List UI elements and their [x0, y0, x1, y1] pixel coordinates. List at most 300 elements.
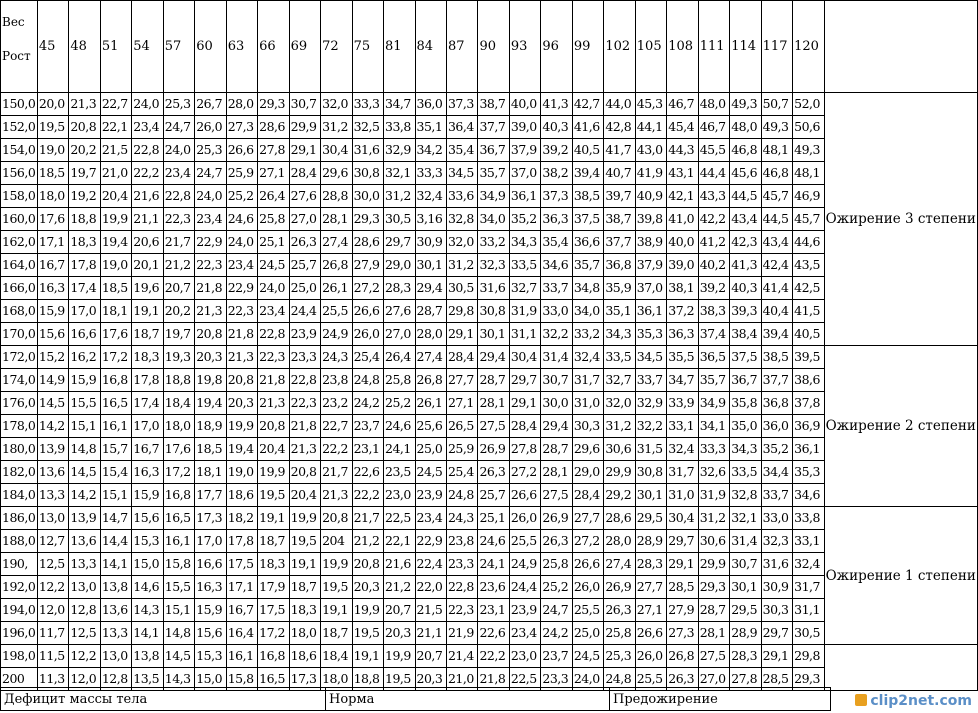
bmi-cell: 41,5: [793, 300, 824, 323]
bmi-cell: 15,9: [37, 300, 68, 323]
bmi-cell: 21,7: [352, 507, 383, 530]
bmi-cell: 32,7: [604, 369, 635, 392]
bmi-cell: 28,4: [446, 346, 477, 369]
bmi-cell: 40,5: [572, 139, 603, 162]
bmi-cell: 12,2: [69, 645, 100, 668]
bmi-cell: 23,4: [226, 254, 257, 277]
bmi-cell: 19,2: [69, 185, 100, 208]
bmi-cell: 33,2: [478, 231, 509, 254]
height-cell: 150,0: [1, 93, 38, 116]
height-cell: 160,0: [1, 208, 38, 231]
bmi-cell: 25,2: [226, 185, 257, 208]
bmi-cell: 13,0: [37, 507, 68, 530]
bmi-cell: 18,8: [163, 369, 194, 392]
bmi-cell: 28,6: [604, 507, 635, 530]
bmi-cell: 27,1: [258, 162, 289, 185]
bmi-cell: 23,0: [384, 484, 415, 507]
bmi-cell: 31,4: [541, 346, 572, 369]
bmi-cell: 24,6: [226, 208, 257, 231]
bmi-cell: 15,4: [100, 461, 131, 484]
bmi-cell: 26,8: [667, 645, 698, 668]
bmi-cell: 31,2: [604, 415, 635, 438]
bmi-cell: 13,0: [100, 645, 131, 668]
bmi-cell: 18,1: [100, 300, 131, 323]
bmi-cell: 25,8: [384, 369, 415, 392]
bmi-cell: 24,8: [446, 484, 477, 507]
height-header: Рост: [2, 49, 31, 63]
bmi-cell: 44,0: [604, 93, 635, 116]
bmi-cell: 22,6: [478, 622, 509, 645]
bmi-cell: 37,0: [509, 162, 540, 185]
bmi-cell: 18,0: [321, 668, 352, 691]
bmi-cell: 22,7: [321, 415, 352, 438]
bmi-cell: 16,2: [69, 346, 100, 369]
bmi-cell: 32,8: [446, 208, 477, 231]
bmi-cell: 21,0: [446, 668, 477, 691]
bmi-cell: 19,0: [226, 461, 257, 484]
legend-preobesity: Предожирение: [610, 688, 831, 711]
bmi-cell: 29,8: [446, 300, 477, 323]
bmi-cell: 19,1: [289, 553, 320, 576]
bmi-cell: 13,8: [100, 576, 131, 599]
bmi-cell: 34,6: [541, 254, 572, 277]
bmi-cell: 22,5: [509, 668, 540, 691]
bmi-cell: 41,9: [635, 162, 666, 185]
bmi-cell: 15,6: [195, 622, 226, 645]
bmi-cell: 29,1: [446, 323, 477, 346]
bmi-cell: 20,3: [226, 392, 257, 415]
bmi-cell: 28,9: [730, 622, 761, 645]
bmi-cell: 39,5: [793, 346, 824, 369]
bmi-cell: 32,2: [635, 415, 666, 438]
bmi-cell: 27,8: [730, 668, 761, 691]
bmi-cell: 40,7: [604, 162, 635, 185]
bmi-cell: 13,3: [100, 622, 131, 645]
bmi-cell: 25,5: [321, 300, 352, 323]
bmi-cell: 16,7: [132, 438, 163, 461]
bmi-cell: 28,7: [415, 300, 446, 323]
bmi-cell: 21,2: [163, 254, 194, 277]
bmi-cell: 14,2: [69, 484, 100, 507]
bmi-cell: 30,5: [446, 277, 477, 300]
bmi-cell: 50,7: [761, 93, 792, 116]
bmi-cell: 31,6: [478, 277, 509, 300]
bmi-cell: 204: [321, 530, 352, 553]
bmi-cell: 35,1: [604, 300, 635, 323]
bmi-cell: 13,0: [69, 576, 100, 599]
weight-col-header: 69: [289, 1, 320, 93]
bmi-cell: 27,1: [446, 392, 477, 415]
bmi-cell: 38,5: [761, 346, 792, 369]
bmi-cell: 33,3: [698, 438, 729, 461]
bmi-cell: 16,3: [195, 576, 226, 599]
bmi-cell: 22,3: [258, 346, 289, 369]
bmi-cell: 16,3: [37, 277, 68, 300]
bmi-cell: 38,9: [635, 231, 666, 254]
bmi-cell: 18,8: [352, 668, 383, 691]
bmi-cell: 24,1: [478, 553, 509, 576]
bmi-cell: 20,8: [69, 116, 100, 139]
bmi-cell: 17,0: [132, 415, 163, 438]
bmi-cell: 24,0: [258, 277, 289, 300]
bmi-cell: 22,8: [163, 185, 194, 208]
bmi-cell: 31,7: [572, 369, 603, 392]
bmi-cell: 19,9: [258, 461, 289, 484]
bmi-cell: 25,9: [446, 438, 477, 461]
bmi-cell: 27,1: [635, 599, 666, 622]
bmi-cell: 33,8: [384, 116, 415, 139]
bmi-cell: 25,5: [635, 668, 666, 691]
bmi-cell: 38,7: [478, 93, 509, 116]
height-cell: 152,0: [1, 116, 38, 139]
bmi-cell: 21,6: [132, 185, 163, 208]
bmi-cell: 40,0: [509, 93, 540, 116]
bmi-cell: 22,3: [226, 300, 257, 323]
bmi-cell: 29,9: [289, 116, 320, 139]
bmi-cell: 33,8: [793, 507, 824, 530]
bmi-cell: 27,5: [698, 645, 729, 668]
bmi-cell: 30,5: [384, 208, 415, 231]
bmi-cell: 36,7: [478, 139, 509, 162]
bmi-cell: 28,5: [667, 576, 698, 599]
bmi-cell: 20,7: [384, 599, 415, 622]
bmi-cell: 20,3: [352, 576, 383, 599]
height-cell: 168,0: [1, 300, 38, 323]
height-cell: 194,0: [1, 599, 38, 622]
bmi-cell: 26,3: [604, 599, 635, 622]
bmi-cell: 20,8: [321, 507, 352, 530]
bmi-cell: 3,16: [415, 208, 446, 231]
bmi-cell: 32,1: [730, 507, 761, 530]
bmi-cell: 25,9: [226, 162, 257, 185]
bmi-cell: 39,2: [541, 139, 572, 162]
bmi-cell: 37,2: [667, 300, 698, 323]
bmi-cell: 25,8: [604, 622, 635, 645]
bmi-cell: 29,0: [384, 254, 415, 277]
height-cell: 158,0: [1, 185, 38, 208]
weight-col-header: 93: [509, 1, 540, 93]
bmi-cell: 29,1: [761, 645, 792, 668]
bmi-cell: 13,9: [69, 507, 100, 530]
bmi-cell: 15,5: [69, 392, 100, 415]
bmi-cell: 17,8: [69, 254, 100, 277]
bmi-cell: 19,9: [289, 507, 320, 530]
bmi-cell: 36,3: [667, 323, 698, 346]
weight-col-header: 75: [352, 1, 383, 93]
bmi-cell: 37,9: [509, 139, 540, 162]
weight-col-header: 45: [37, 1, 68, 93]
weight-col-header: 72: [321, 1, 352, 93]
bmi-cell: 31,7: [667, 461, 698, 484]
bmi-cell: 25,5: [509, 530, 540, 553]
bmi-cell: 18,9: [195, 415, 226, 438]
bmi-cell: 31,2: [321, 116, 352, 139]
bmi-cell: 28,3: [635, 553, 666, 576]
bmi-cell: 34,4: [761, 461, 792, 484]
height-cell: 170,0: [1, 323, 38, 346]
bmi-cell: 28,1: [478, 392, 509, 415]
bmi-cell: 29,0: [572, 461, 603, 484]
bmi-cell: 28,3: [384, 277, 415, 300]
bmi-cell: 27,0: [698, 668, 729, 691]
bmi-cell: 40,9: [635, 185, 666, 208]
bmi-cell: 27,4: [321, 231, 352, 254]
bmi-cell: 17,6: [100, 323, 131, 346]
bmi-cell: 40,3: [541, 116, 572, 139]
bmi-cell: 17,7: [195, 484, 226, 507]
bmi-cell: 30,6: [698, 530, 729, 553]
bmi-cell: 27,2: [509, 461, 540, 484]
bmi-cell: 12,5: [37, 553, 68, 576]
bmi-cell: 27,0: [289, 208, 320, 231]
bmi-cell: 27,4: [604, 553, 635, 576]
bmi-cell: 34,8: [572, 277, 603, 300]
bmi-cell: 29,2: [604, 484, 635, 507]
bmi-cell: 26,3: [541, 530, 572, 553]
bmi-cell: 21,7: [321, 461, 352, 484]
bmi-cell: 23,9: [509, 599, 540, 622]
bmi-cell: 29,6: [572, 438, 603, 461]
bmi-cell: 23,4: [415, 507, 446, 530]
bmi-cell: 42,1: [667, 185, 698, 208]
bmi-cell: 19,5: [258, 484, 289, 507]
bmi-cell: 23,7: [352, 415, 383, 438]
bmi-cell: 26,5: [446, 415, 477, 438]
bmi-cell: 29,3: [698, 576, 729, 599]
bmi-cell: 37,7: [604, 231, 635, 254]
bmi-cell: 33,1: [793, 530, 824, 553]
bmi-cell: 18,7: [289, 576, 320, 599]
height-cell: 164,0: [1, 254, 38, 277]
bmi-cell: 25,0: [572, 622, 603, 645]
bmi-cell: 16,5: [163, 507, 194, 530]
bmi-cell: 25,4: [352, 346, 383, 369]
bmi-cell: 15,0: [132, 553, 163, 576]
height-cell: 172,0: [1, 346, 38, 369]
bmi-cell: 18,0: [289, 622, 320, 645]
bmi-cell: 37,7: [761, 369, 792, 392]
bmi-cell: 24,9: [321, 323, 352, 346]
bmi-cell: 12,0: [37, 599, 68, 622]
bmi-cell: 46,8: [730, 139, 761, 162]
bmi-cell: 30,1: [730, 576, 761, 599]
bmi-cell: 37,3: [446, 93, 477, 116]
bmi-cell: 29,3: [352, 208, 383, 231]
bmi-cell: 36,9: [793, 415, 824, 438]
bmi-cell: 21,8: [226, 323, 257, 346]
bmi-cell: 39,3: [730, 300, 761, 323]
bmi-cell: 22,8: [132, 139, 163, 162]
bmi-cell: 48,1: [793, 162, 824, 185]
bmi-cell: 26,6: [509, 484, 540, 507]
bmi-cell: 22,3: [446, 599, 477, 622]
bmi-cell: 17,8: [132, 369, 163, 392]
bmi-cell: 24,5: [415, 461, 446, 484]
bmi-cell: 45,5: [698, 139, 729, 162]
bmi-cell: 25,1: [258, 231, 289, 254]
bmi-cell: 20,4: [100, 185, 131, 208]
bmi-cell: 18,5: [37, 162, 68, 185]
bmi-cell: 45,7: [761, 185, 792, 208]
bmi-cell: 25,2: [541, 576, 572, 599]
bmi-cell: 23,9: [289, 323, 320, 346]
bmi-cell: 39,4: [761, 323, 792, 346]
bmi-cell: 23,9: [415, 484, 446, 507]
bmi-cell: 26,8: [321, 254, 352, 277]
bmi-cell: 17,4: [132, 392, 163, 415]
height-cell: 196,0: [1, 622, 38, 645]
bmi-cell: 27,6: [289, 185, 320, 208]
bmi-cell: 30,8: [635, 461, 666, 484]
category-label: Ожирение 3 степени: [824, 93, 977, 346]
category-label: Ожирение 1 степени: [824, 507, 977, 645]
bmi-cell: 28,9: [635, 530, 666, 553]
bmi-cell: 30,3: [761, 599, 792, 622]
bmi-cell: 31,2: [446, 254, 477, 277]
bmi-cell: 32,0: [446, 231, 477, 254]
bmi-cell: 27,7: [635, 576, 666, 599]
bmi-cell: 34,3: [730, 438, 761, 461]
bmi-cell: 26,6: [352, 300, 383, 323]
bmi-cell: 19,9: [352, 599, 383, 622]
category-label: [824, 645, 977, 691]
bmi-cell: 11,7: [37, 622, 68, 645]
bmi-cell: 49,3: [761, 116, 792, 139]
weight-col-header: 90: [478, 1, 509, 93]
watermark-logo: clip2net.com: [855, 693, 972, 709]
bmi-cell: 11,5: [37, 645, 68, 668]
bmi-cell: 22,8: [289, 369, 320, 392]
bmi-cell: 34,6: [793, 484, 824, 507]
bmi-cell: 18,8: [69, 208, 100, 231]
bmi-cell: 12,7: [37, 530, 68, 553]
bmi-cell: 19,7: [163, 323, 194, 346]
bmi-cell: 34,7: [667, 369, 698, 392]
bmi-cell: 39,0: [667, 254, 698, 277]
bmi-cell: 36,4: [446, 116, 477, 139]
bmi-cell: 19,5: [37, 116, 68, 139]
bmi-cell: 19,8: [195, 369, 226, 392]
bmi-cell: 24,7: [541, 599, 572, 622]
bmi-cell: 22,5: [384, 507, 415, 530]
bmi-cell: 18,3: [258, 553, 289, 576]
bmi-cell: 15,1: [100, 484, 131, 507]
bmi-cell: 25,2: [384, 392, 415, 415]
bmi-cell: 24,3: [446, 507, 477, 530]
bmi-cell: 11,3: [37, 668, 68, 691]
bmi-cell: 49,3: [793, 139, 824, 162]
bmi-cell: 33,7: [635, 369, 666, 392]
bmi-cell: 34,5: [446, 162, 477, 185]
bmi-cell: 18,1: [195, 461, 226, 484]
bmi-cell: 20,2: [69, 139, 100, 162]
bmi-cell: 22,3: [195, 254, 226, 277]
bmi-cell: 33,5: [604, 346, 635, 369]
bmi-cell: 37,3: [541, 185, 572, 208]
bmi-cell: 33,5: [509, 254, 540, 277]
bmi-cell: 15,6: [37, 323, 68, 346]
bmi-cell: 43,1: [667, 162, 698, 185]
bmi-cell: 52,0: [793, 93, 824, 116]
bmi-cell: 38,3: [698, 300, 729, 323]
height-cell: 188,0: [1, 530, 38, 553]
bmi-cell: 23,8: [321, 369, 352, 392]
bmi-cell: 17,8: [226, 530, 257, 553]
bmi-cell: 36,6: [572, 231, 603, 254]
bmi-cell: 29,4: [478, 346, 509, 369]
bmi-cell: 24,1: [384, 438, 415, 461]
bmi-cell: 22,4: [415, 553, 446, 576]
bmi-cell: 28,7: [478, 369, 509, 392]
bmi-cell: 18,7: [132, 323, 163, 346]
bmi-cell: 15,9: [132, 484, 163, 507]
bmi-cell: 32,4: [667, 438, 698, 461]
bmi-cell: 19,5: [289, 530, 320, 553]
bmi-cell: 26,6: [635, 622, 666, 645]
bmi-cell: 35,3: [635, 323, 666, 346]
bmi-cell: 35,4: [541, 231, 572, 254]
bmi-cell: 17,2: [258, 622, 289, 645]
bmi-cell: 30,8: [352, 162, 383, 185]
bmi-cell: 12,8: [69, 599, 100, 622]
bmi-cell: 41,0: [667, 208, 698, 231]
bmi-cell: 42,2: [698, 208, 729, 231]
bmi-cell: 13,5: [132, 668, 163, 691]
bmi-cell: 15,9: [69, 369, 100, 392]
bmi-cell: 28,4: [572, 484, 603, 507]
bmi-cell: 31,0: [667, 484, 698, 507]
bmi-cell: 30,6: [604, 438, 635, 461]
bmi-cell: 19,9: [384, 645, 415, 668]
bmi-cell: 23,4: [509, 622, 540, 645]
bmi-cell: 19,4: [100, 231, 131, 254]
bmi-cell: 34,9: [698, 392, 729, 415]
bmi-cell: 24,0: [226, 231, 257, 254]
bmi-cell: 17,1: [37, 231, 68, 254]
height-cell: 154,0: [1, 139, 38, 162]
bmi-cell: 18,5: [100, 277, 131, 300]
bmi-cell: 42,3: [730, 231, 761, 254]
corner-cell: [1, 1, 38, 93]
bmi-cell: 36,1: [793, 438, 824, 461]
bmi-cell: 21,4: [446, 645, 477, 668]
bmi-cell: 19,1: [352, 645, 383, 668]
bmi-cell: 44,4: [698, 162, 729, 185]
bmi-cell: 24,6: [478, 530, 509, 553]
bmi-cell: 40,3: [730, 277, 761, 300]
bmi-cell: 14,5: [163, 645, 194, 668]
bmi-cell: 25,0: [415, 438, 446, 461]
bmi-cell: 40,0: [667, 231, 698, 254]
bmi-cell: 27,6: [384, 300, 415, 323]
bmi-cell: 34,0: [478, 208, 509, 231]
bmi-cell: 16,1: [163, 530, 194, 553]
bmi-cell: 26,0: [635, 645, 666, 668]
bmi-cell: 17,1: [226, 576, 257, 599]
bmi-cell: 21,8: [289, 415, 320, 438]
bmi-cell: 26,4: [384, 346, 415, 369]
weight-col-header: 63: [226, 1, 257, 93]
bmi-cell: 32,8: [730, 484, 761, 507]
bmi-cell: 43,3: [698, 185, 729, 208]
bmi-cell: 28,5: [761, 668, 792, 691]
bmi-cell: 22,2: [321, 438, 352, 461]
bmi-cell: 41,4: [761, 277, 792, 300]
bmi-cell: 27,7: [572, 507, 603, 530]
clip-icon: [855, 694, 867, 706]
bmi-cell: 38,2: [541, 162, 572, 185]
bmi-cell: 23,6: [478, 576, 509, 599]
